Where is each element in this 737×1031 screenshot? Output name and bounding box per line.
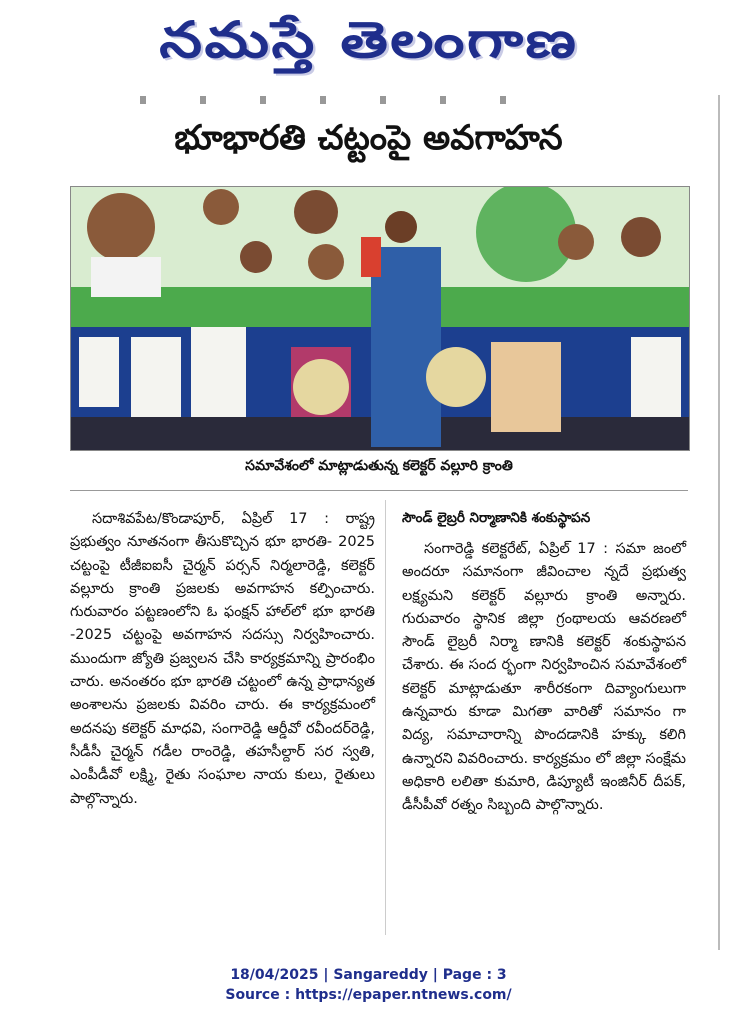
side-article-paragraph: సంగారెడ్డి కలెక్టరేట్, ఏప్రిల్ 17 : సమా జంలో అందరూ సమానంగా జీవించాల న్నదే ప్రభుత్వ లక్ష్యమని కలెక్టర్ వల్లూరు క్రాంతి అన్నారు. గురువారం స్థానిక జిల్లా గ్రంథాలయ ఆవరణలో సౌండ్ లైబ్రరీ నిర్మా ణానికి కలెక్టర్ శంకుస్థాపన చేశారు. ఈ సంద ర్భంగా నిర్వహించిన సమావేశంలో కలెక్టర్ మాట్లాడుతూ శారీరకంగా దివ్యాంగులుగా ఉన్నవారు కూడా మిగతా వారితో సమానం గా విద్య, సమాచారాన్ని పొందడానికి హక్కు కలిగి ఉన్నారని వివరించారు. కార్యక్రమం లో జిల్లా సంక్షేమ అధికారి లలితా కుమారి, డిప్యూటీ ఇంజినీర్ దీపక్, డీసీపీవో రత్నం సిబ్బంది పాల్గొన్నారు. [402,541,686,814]
article-paragraph: సదాశివపేట/కొండాపూర్, ఏప్రిల్ 17 : రాష్ట్ర ప్రభుత్వం నూతనంగా తీసుకొచ్చిన భూ భారతి- 2025 చట్టంపై టీజీఐఐసీ చైర్మన్ పర్సన్ నిర్మలారెడ్డి, కలెక్టర్ వల్లూరు క్రాంతి ప్రజలకు అవగాహన కల్పించారు. గురువారం పట్టణంలోని ఓ ఫంక్షన్ హాల్‌లో భూ భారతి -2025 చట్టంపై అవగాహన సదస్సు నిర్వహించారు. ముందుగా జ్యోతి ప్రజ్వలన చేసి కార్యక్రమాన్ని ప్రారంభిం చారు. అనంతరం భూ భారతి చట్టంలో ఉన్న ప్రాధాన్యత అంశాలను ప్రజలకు వివరిం చారు. ఈ కార్యక్రమంలో అదనపు కలెక్టర్ మాధవి, సంగారెడ్డి ఆర్డీవో రవీందర్‌రెడ్డి, సీడీసీ చైర్మన్ గడీల రాంరెడ్డి, తహసీల్దార్ సర స్వతి, ఎంపీడీవో లక్ష్మి, రైతు సంఘాల నాయ కులు, రైతులు పాల్గొన్నారు. [70,511,375,807]
footer-date-edition: 18/04/2025 | Sangareddy | Page : 3 [230,967,507,983]
photo-caption: సమావేశంలో మాట్లాడుతున్న కలెక్టర్ వల్లూరి క్రాంతి [245,458,513,474]
side-article-headline: సౌండ్ లైబ్రరీ నిర్మాణానికి శంకుస్థాపన [402,510,591,526]
article-body [70,508,375,811]
clipping-edge [140,96,560,104]
footer-source: Source : https://epaper.ntnews.com/ [225,987,512,1003]
column-divider-right [718,95,720,950]
column-divider [385,500,386,935]
page-footer [0,965,737,1005]
side-article-body [402,538,686,818]
event-photo [70,186,690,451]
masthead-title: నమస్తే తెలంగాణ [158,10,579,69]
caption-rule [70,490,688,491]
article-headline: భూభారతి చట్టంపై అవగాహన [174,118,563,158]
newspaper-masthead [0,0,737,92]
